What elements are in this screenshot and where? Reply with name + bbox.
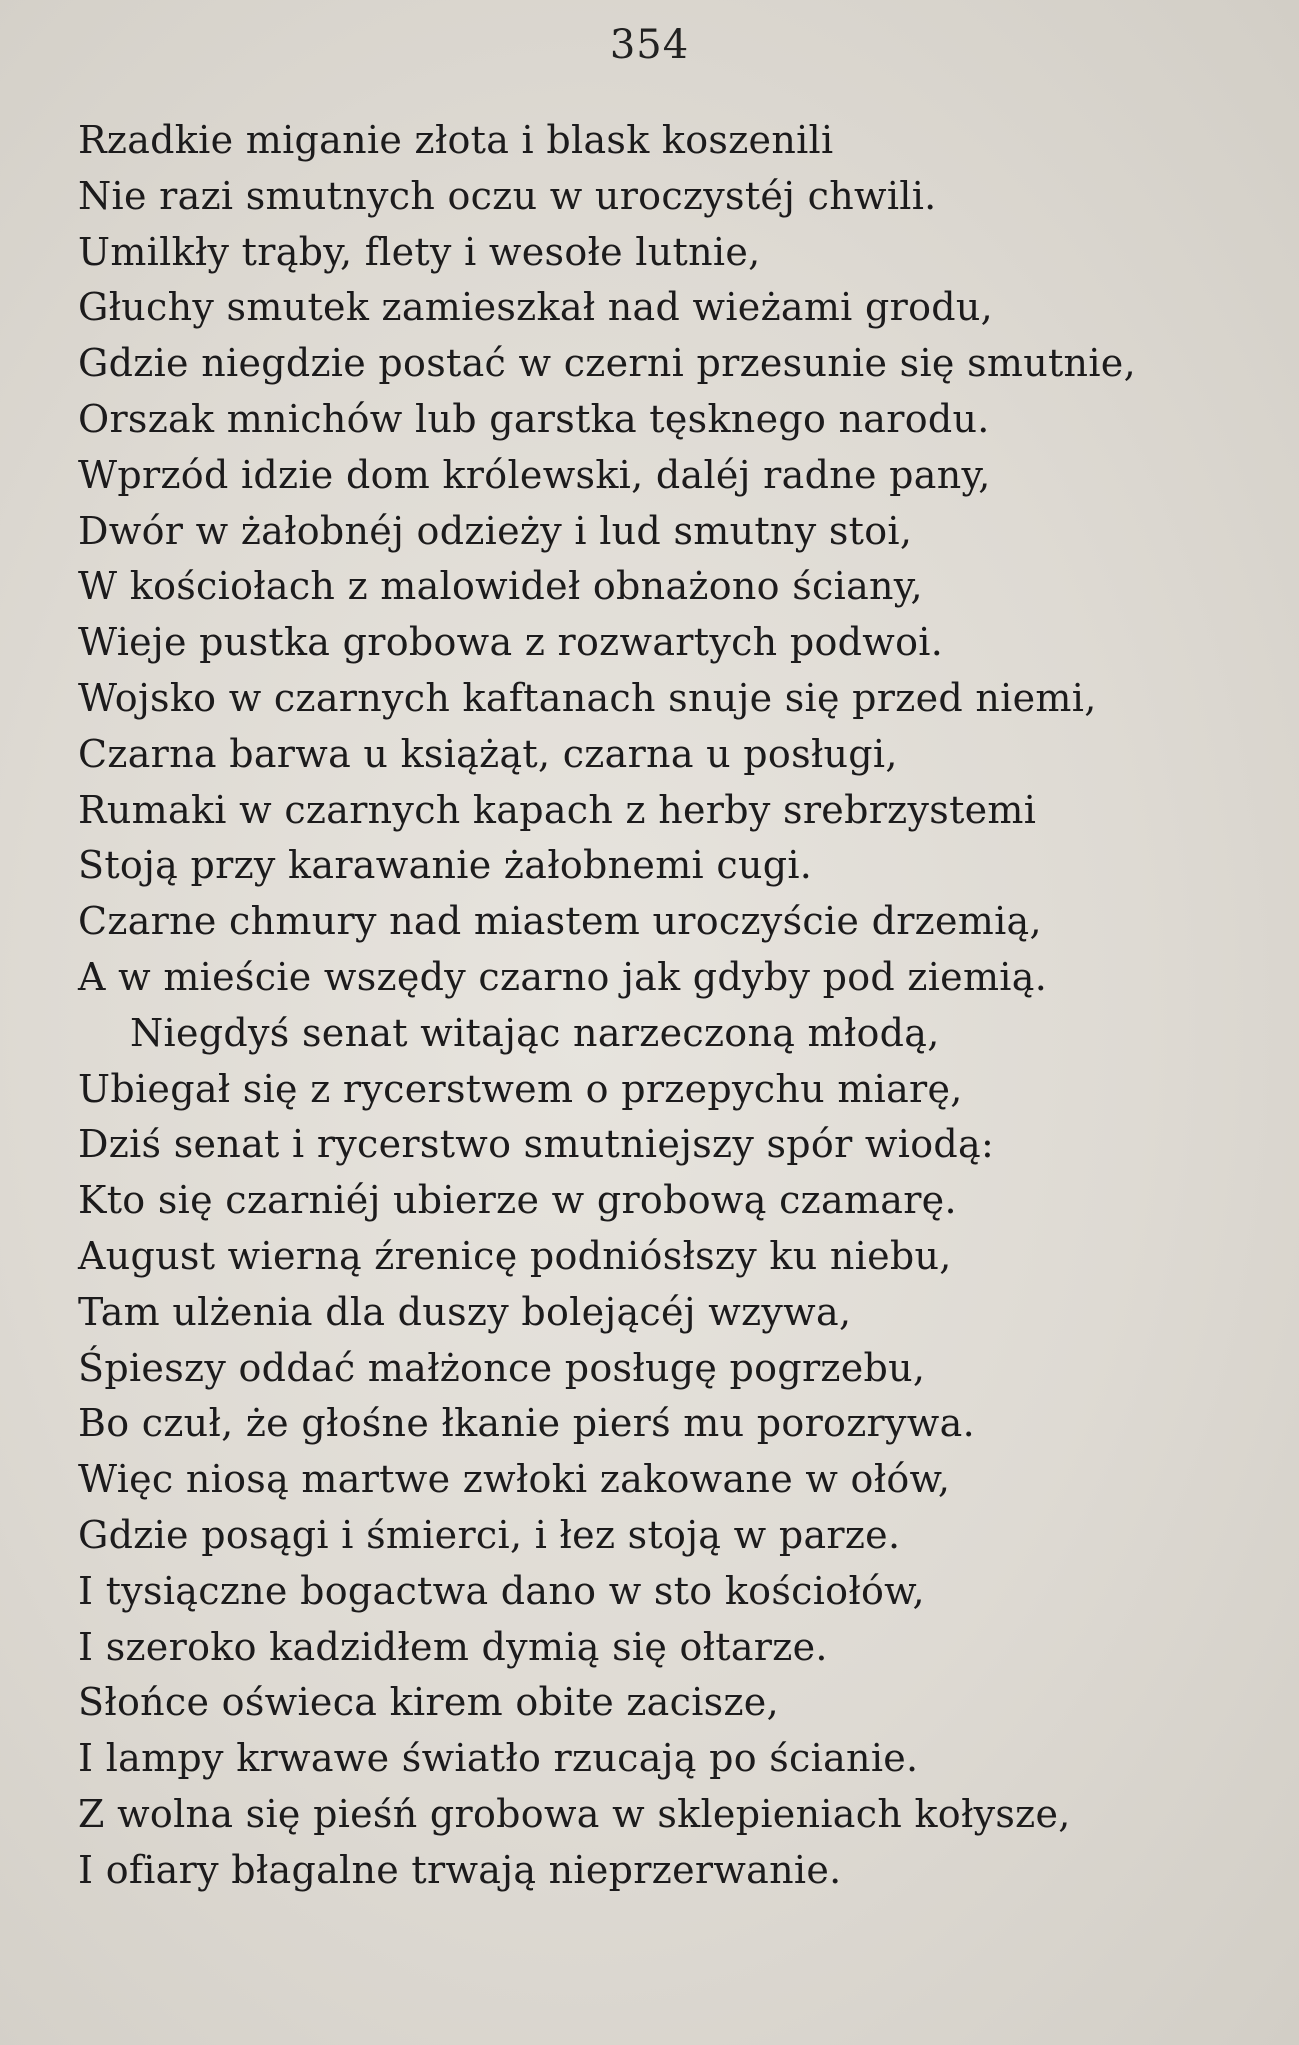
poem-line: I tysiączne bogactwa dano w sto kościołów, xyxy=(78,1568,925,1613)
poem-line-indented: Niegdyś senat witając narzeczoną młodą, xyxy=(130,1010,940,1055)
poem-line: Nie razi smutnych oczu w uroczystéj chwili. xyxy=(78,173,937,218)
poem-line: A w mieście wszędy czarno jak gdyby pod ziemią. xyxy=(78,954,1048,999)
poem-line: Więc niosą martwe zwłoki zakowane w ołów, xyxy=(78,1457,951,1502)
poem-line: Słońce oświeca kirem obite zacisze, xyxy=(78,1680,779,1725)
poem-line: Wieje pustka grobowa z rozwartych podwoi. xyxy=(78,620,944,665)
poem-line: Tam ulżenia dla duszy bolejącéj wzywa, xyxy=(78,1289,852,1334)
poem-line: W kościołach z malowideł obnażono ściany, xyxy=(78,564,923,609)
poem-line: Wojsko w czarnych kaftanach snuje się przed niemi, xyxy=(78,675,1097,720)
poem-line: Czarne chmury nad miastem uroczyście drzemią, xyxy=(78,899,1042,944)
poem-text xyxy=(78,113,1278,1899)
poem-line: Głuchy smutek zamieszkał nad wieżami grodu, xyxy=(78,285,994,330)
poem-line: Gdzie posągi i śmierci, i łez stoją w parze. xyxy=(78,1512,901,1557)
poem-line: Ubiegał się z rycerstwem o przepychu miarę, xyxy=(78,1066,963,1111)
poem-line: I szeroko kadzidłem dymią się ołtarze. xyxy=(78,1624,828,1669)
poem-line: Rumaki w czarnych kapach z herby srebrzystemi xyxy=(78,787,1037,832)
poem-line: Stoją przy karawanie żałobnemi cugi. xyxy=(78,843,813,888)
poem-line: Bo czuł, że głośne łkanie pierś mu porozrywa. xyxy=(78,1401,975,1446)
poem-line: August wierną źrenicę podniósłszy ku niebu, xyxy=(78,1233,952,1278)
poem-line: Orszak mnichów lub garstka tęsknego narodu. xyxy=(78,396,990,441)
poem-line: Wprzód idzie dom królewski, daléj radne pany, xyxy=(78,452,991,497)
poem-line: Z wolna się pieśń grobowa w sklepieniach kołysze, xyxy=(78,1791,1071,1836)
poem-line: Śpieszy oddać małżonce posługę pogrzebu, xyxy=(78,1345,926,1390)
poem-line: Kto się czarniéj ubierze w grobową czamarę. xyxy=(78,1178,957,1223)
page-number: 354 xyxy=(609,22,690,68)
poem-line: I ofiary błagalne trwają nieprzerwanie. xyxy=(78,1847,842,1892)
poem-line: Rzadkie miganie złota i blask koszenili xyxy=(78,118,834,162)
poem-line: Dwór w żałobnéj odzieży i lud smutny stoi, xyxy=(78,508,913,553)
poem-line: Umilkły trąby, flety i wesołe lutnie, xyxy=(78,229,761,274)
poem-line: Gdzie niegdzie postać w czerni przesunie się smutnie, xyxy=(78,341,1136,386)
poem-line: Dziś senat i rycerstwo smutniejszy spór wiodą: xyxy=(78,1122,995,1167)
poem-line: I lampy krwawe światło rzucają po ścianie. xyxy=(78,1736,919,1781)
poem-line: Czarna barwa u książąt, czarna u posługi, xyxy=(78,731,898,776)
